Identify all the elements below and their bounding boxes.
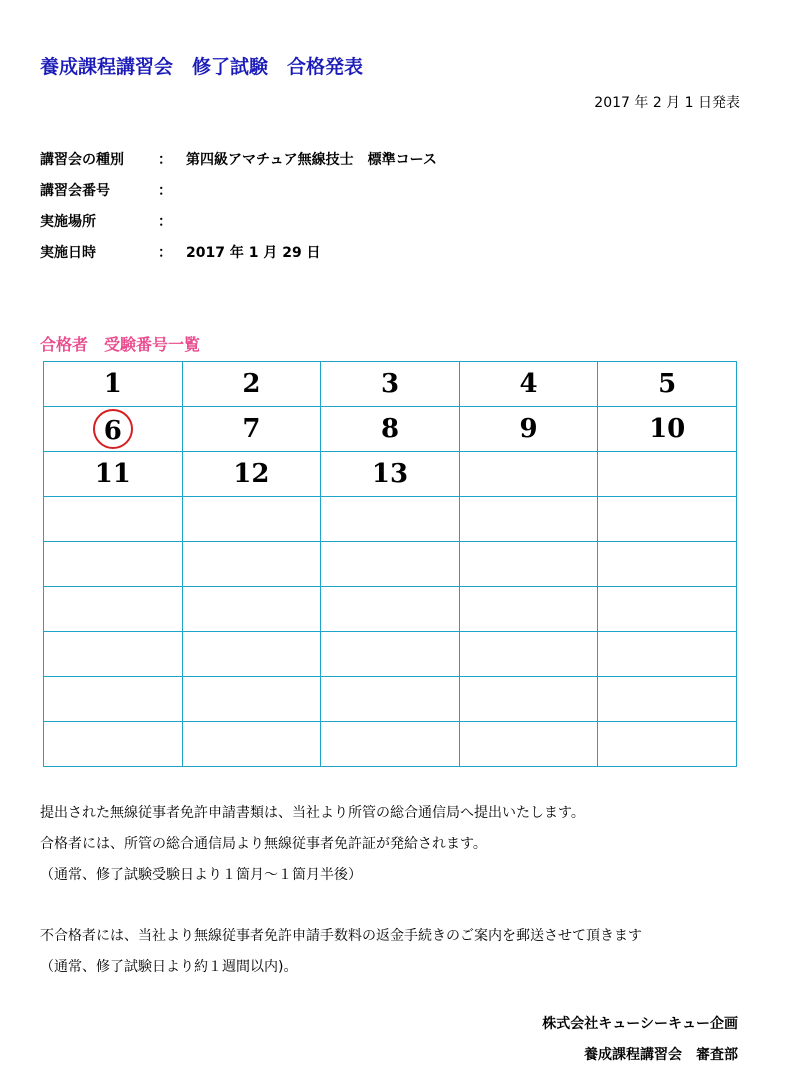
number-cell <box>321 587 460 632</box>
number-cell <box>44 497 183 542</box>
table-row <box>44 407 737 452</box>
number-cell <box>44 452 183 497</box>
number-cell <box>44 407 183 452</box>
number-cell <box>598 722 737 767</box>
table-row <box>44 722 737 767</box>
info-row-location <box>40 212 437 243</box>
exam-number: 12 <box>233 459 270 489</box>
info-row-datetime <box>40 243 437 274</box>
number-cell <box>459 677 598 722</box>
page-title: 養成課程講習会 修了試験 合格発表 <box>40 56 364 78</box>
number-cell <box>459 542 598 587</box>
number-cell <box>598 632 737 677</box>
number-cell <box>321 632 460 677</box>
exam-number: 2 <box>242 369 261 399</box>
number-cell <box>182 452 321 497</box>
info-row-type <box>40 150 437 181</box>
exam-number: 13 <box>371 459 409 489</box>
table-row <box>44 452 737 497</box>
number-cell <box>182 497 321 542</box>
number-cell <box>598 497 737 542</box>
exam-number-circled: 6 <box>93 409 133 449</box>
table-row <box>44 542 737 587</box>
exam-number: 11 <box>94 459 131 489</box>
number-cell <box>182 362 321 407</box>
table-row <box>44 632 737 677</box>
number-cell <box>182 542 321 587</box>
exam-number: 9 <box>519 414 538 444</box>
number-cell <box>182 407 321 452</box>
number-cell <box>459 632 598 677</box>
number-cell <box>182 632 321 677</box>
number-cell <box>44 677 183 722</box>
number-cell <box>44 722 183 767</box>
course-info <box>40 150 437 274</box>
number-cell <box>321 407 460 452</box>
announcement-date: 2017 年 2 月 1 日発表 <box>594 95 740 111</box>
table-row <box>44 362 737 407</box>
number-cell <box>44 587 183 632</box>
notes <box>40 798 642 983</box>
number-cell <box>459 452 598 497</box>
note-line: （通常、修了試験受験日より１箇月～１箇月半後） <box>40 867 362 883</box>
note-line: 提出された無線従事者免許申請書類は、当社より所管の総合通信局へ提出いたします。 <box>40 805 585 821</box>
number-cell <box>321 722 460 767</box>
number-cell <box>321 542 460 587</box>
info-colon: ： <box>158 214 172 230</box>
table-row <box>44 497 737 542</box>
number-cell <box>44 542 183 587</box>
note-spacer <box>40 891 642 921</box>
number-cell <box>321 452 460 497</box>
info-colon: ： <box>158 245 172 261</box>
info-value: 2017 年 1 月 29 日 <box>186 245 321 261</box>
number-cell <box>44 362 183 407</box>
info-label: 講習会の種別 <box>40 152 124 168</box>
exam-number: 10 <box>649 414 686 444</box>
table-row <box>44 677 737 722</box>
exam-number: 5 <box>658 369 677 399</box>
exam-number: 1 <box>103 369 122 399</box>
number-cell <box>321 677 460 722</box>
number-cell <box>182 587 321 632</box>
number-cell <box>598 407 737 452</box>
table-row <box>44 587 737 632</box>
info-value: 第四級アマチュア無線技士 標準コース <box>186 152 437 168</box>
number-cell <box>321 362 460 407</box>
number-cell <box>598 677 737 722</box>
number-cell <box>598 452 737 497</box>
issuer-signature <box>542 1009 738 1071</box>
exam-number: 7 <box>242 414 261 444</box>
note-line: 不合格者には、当社より無線従事者免許申請手数料の返金手続きのご案内を郵送させて頂きます <box>40 928 642 944</box>
info-label: 実施場所 <box>40 214 96 230</box>
number-cell <box>598 587 737 632</box>
info-label: 講習会番号 <box>40 183 110 199</box>
number-cell <box>459 497 598 542</box>
info-colon: ： <box>158 152 172 168</box>
number-cell <box>44 632 183 677</box>
company-name: 株式会社キューシーキュー企画 <box>542 1016 738 1032</box>
number-cell <box>598 362 737 407</box>
passers-heading: 合格者 受験番号一覧 <box>40 335 201 354</box>
number-cell <box>459 362 598 407</box>
number-cell <box>459 722 598 767</box>
department-name: 養成課程講習会 審査部 <box>584 1047 738 1063</box>
info-label: 実施日時 <box>40 245 96 261</box>
passers-number-table <box>43 361 737 767</box>
number-cell <box>182 677 321 722</box>
note-line: 合格者には、所管の総合通信局より無線従事者免許証が発給されます。 <box>40 836 487 852</box>
number-cell <box>321 497 460 542</box>
exam-number: 3 <box>380 369 400 399</box>
exam-number: 8 <box>380 414 400 444</box>
exam-number: 4 <box>519 369 538 399</box>
number-cell <box>459 407 598 452</box>
note-line: （通常、修了試験日より約１週間以内)。 <box>40 959 298 975</box>
info-row-number <box>40 181 437 212</box>
number-cell <box>182 722 321 767</box>
number-cell <box>598 542 737 587</box>
info-colon: ： <box>158 183 172 199</box>
number-cell <box>459 587 598 632</box>
